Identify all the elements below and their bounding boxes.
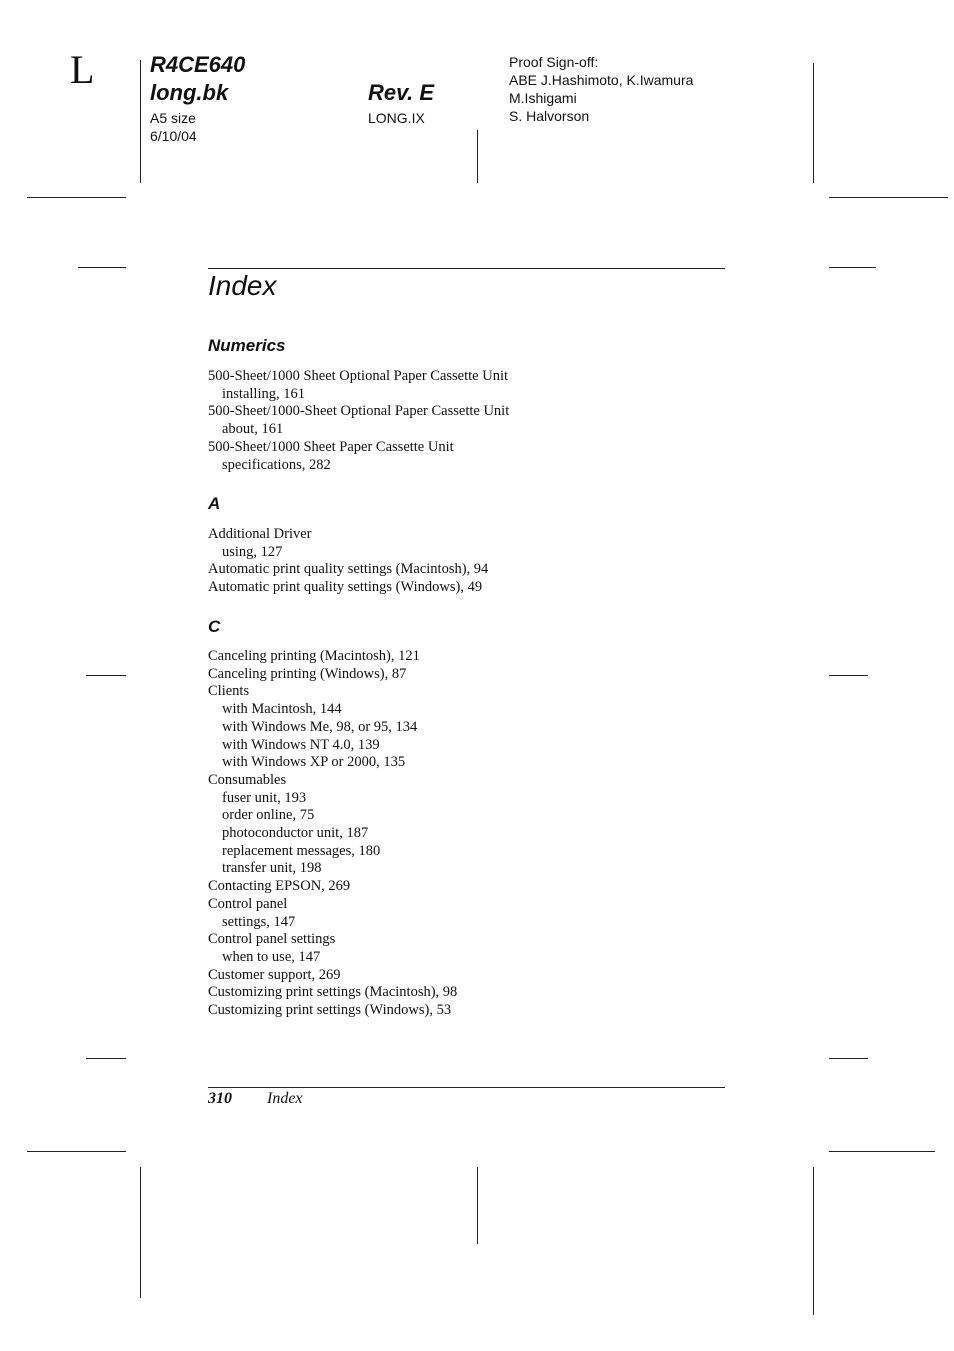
revision: Rev. E	[368, 80, 435, 105]
index-subentry: photoconductor unit, 187	[222, 825, 369, 842]
section-heading-numerics: Numerics	[208, 336, 286, 355]
doc-date: 6/10/04	[150, 128, 197, 144]
index-entry: Customizing print settings (Windows), 53	[208, 1002, 452, 1019]
page-title: Index	[208, 270, 277, 301]
index-subentry: installing, 161	[222, 385, 305, 402]
section-list-a	[208, 526, 488, 597]
index-entry: Canceling printing (Windows), 87	[208, 665, 407, 682]
corner-letter: L	[70, 47, 95, 92]
crop-mark-bottom-center-v	[477, 1167, 478, 1244]
crop-mark-top-right-h	[829, 197, 948, 198]
index-subentry: transfer unit, 198	[222, 860, 322, 877]
crop-mark-bottom-left-v	[140, 1167, 141, 1298]
proof-line: Proof Sign-off:	[509, 54, 599, 70]
proof-signoff	[509, 53, 693, 125]
section-heading-a: A	[208, 494, 221, 513]
crop-mark-top-left-h	[27, 197, 126, 198]
index-subentry: fuser unit, 193	[222, 789, 307, 806]
book-name: long.bk	[150, 80, 229, 105]
section-list-numerics	[208, 368, 509, 474]
page-number: 310	[208, 1090, 232, 1107]
index-entry: Control panel settings	[208, 931, 336, 948]
crop-mark-bottom-left-h	[27, 1151, 126, 1152]
crop-mark-top-right-v	[813, 63, 814, 183]
index-entry: Clients	[208, 683, 250, 700]
index-entry: Control panel	[208, 895, 288, 912]
index-subentry: settings, 147	[222, 913, 296, 930]
doc-code: R4CE640	[150, 52, 246, 77]
index-entry: Canceling printing (Macintosh), 121	[208, 648, 420, 664]
file-name: LONG.IX	[368, 110, 425, 126]
index-subentry: about, 161	[222, 421, 284, 438]
index-entry: 500-Sheet/1000-Sheet Optional Paper Cassette Unit	[208, 403, 510, 420]
index-entry: Contacting EPSON, 269	[208, 878, 351, 895]
index-entry: Automatic print quality settings (Macintosh), 94	[208, 561, 489, 578]
index-entry: Additional Driver	[208, 526, 312, 542]
title-rule	[208, 268, 725, 269]
index-subentry: order online, 75	[222, 807, 315, 824]
crop-mark-top-left-v	[140, 60, 141, 183]
index-entry: Consumables	[208, 771, 287, 788]
footer-rule	[208, 1087, 725, 1088]
index-subentry: when to use, 147	[222, 948, 321, 965]
section-heading-c: C	[208, 617, 221, 636]
proof-line: M.Ishigami	[509, 90, 577, 106]
index-subentry: with Windows XP or 2000, 135	[222, 754, 406, 771]
proof-line: S. Halvorson	[509, 108, 590, 124]
index-entry: 500-Sheet/1000 Sheet Optional Paper Cassette Unit	[208, 368, 509, 384]
center-mark-left	[86, 675, 126, 676]
index-subentry: specifications, 282	[222, 456, 331, 473]
index-subentry: with Macintosh, 144	[222, 701, 342, 718]
section-list-c	[208, 648, 457, 1020]
index-entry: Customizing print settings (Macintosh), 98	[208, 984, 458, 1001]
crop-mark-bottom-right-h	[829, 1151, 935, 1152]
index-subentry: with Windows Me, 98, or 95, 134	[222, 718, 418, 735]
index-entry: Customer support, 269	[208, 966, 341, 983]
index-subentry: replacement messages, 180	[222, 842, 381, 859]
page-size: A5 size	[150, 110, 196, 126]
index-subentry: using, 127	[222, 543, 283, 560]
trim-mark-right-top	[829, 267, 876, 268]
trim-mark-right-bottom	[829, 1058, 868, 1059]
trim-mark-left-bottom	[86, 1058, 126, 1059]
running-title: Index	[267, 1090, 303, 1107]
crop-mark-top-center-v	[477, 130, 478, 183]
proof-line: ABE J.Hashimoto, K.Iwamura	[509, 72, 694, 88]
crop-mark-bottom-right-v	[813, 1167, 814, 1315]
index-entry: 500-Sheet/1000 Sheet Paper Cassette Unit	[208, 438, 454, 455]
trim-mark-left-top	[78, 267, 126, 268]
index-entry: Automatic print quality settings (Windows), 49	[208, 579, 483, 596]
center-mark-right	[829, 675, 868, 676]
index-subentry: with Windows NT 4.0, 139	[222, 736, 380, 753]
